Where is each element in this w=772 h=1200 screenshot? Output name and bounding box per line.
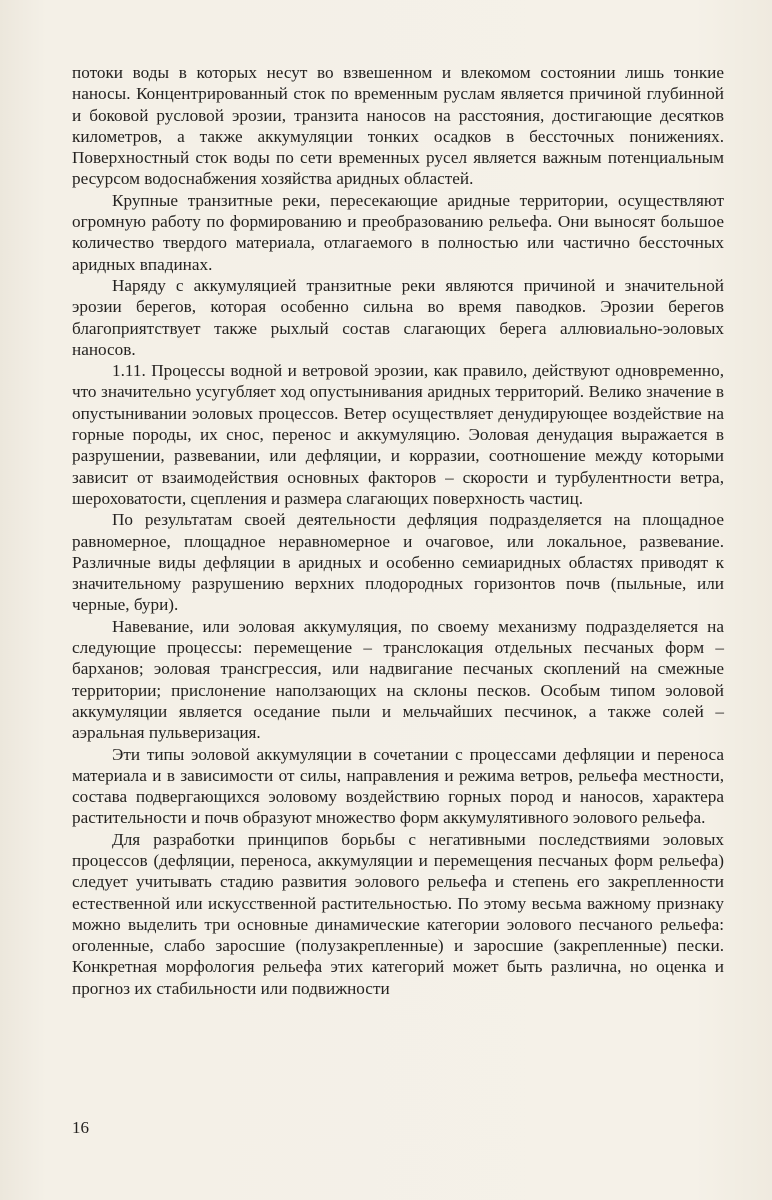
paragraph-6: Навевание, или эоловая аккумуляция, по своему механизму подразделяется на следующие процессы: перемещение – транслокация отдельных песчаных форм – барханов; эоловая трансгрессия, или надвигание песчаных скоплений на смежные территории; прислонение наползающих на склоны песков. Особым типом эоловой аккумуляции является оседание пыли и мельчайших песчинок, а также солей – аэральная пульверизация.: [72, 616, 724, 743]
paragraph-5: По результатам своей деятельности дефляция подразделяется на площадное равномерное, площадное неравномерное и очаговое, или локальное, развевание. Различные виды дефляции в аридных и особенно семиаридных областях приводят к значительному разрушению верхних плодородных горизонтов почв (пыльные, или черные, бури).: [72, 510, 724, 615]
paragraph-2: Крупные транзитные реки, пересекающие аридные территории, осуществляют огромную работу по формированию и преобразованию рельефа. Они выносят большое количество твердого материала, отлагаемого в полностью или частично бессточных аридных впадинах.: [72, 190, 724, 274]
paragraph-8: Для разработки принципов борьбы с негативными последствиями эоловых процессов (дефляции, переноса, аккумуляции и перемещения песчаных форм рельефа) следует учитывать стадию развития эолового рельефа и степень его закрепленности естественной или искусственной растительностью. По этому весьма важному признаку можно выделить три основные динамические категории эолового песчаного рельефа: оголенные, слабо заросшие (полузакрепленные) и заросшие (закрепленные) пески. Конкретная морфология рельефа этих категорий может быть различна, но оценка и прогноз их стабильности или подвижности: [72, 829, 724, 998]
page-number: 16: [72, 1118, 89, 1137]
paragraph-1: потоки воды в которых несут во взвешенном и влекомом состоянии лишь тонкие наносы. Концентрированный сток по временным руслам является причиной глубинной и боковой русловой эрозии, транзита наносов на расстояния, достигающие десятков километров, а также аккумуляции тонких осадков в бессточных понижениях. Поверхностный сток воды по сети временных русел является важным потенциальным ресурсом водоснабжения хозяйства аридных областей.: [72, 63, 724, 189]
body-text: [72, 62, 724, 999]
paragraph-4: 1.11. Процессы водной и ветровой эрозии, как правило, действуют одновременно, что значительно усугубляет ход опустынивания аридных территорий. Велико значение в опустынивании эоловых процессов. Ветер осуществляет денудирующее воздействие на горные породы, их снос, перенос и аккумуляцию. Эоловая денудация выражается в разрушении, развевании, или дефляции, и корразии, соотношение между которыми зависит от взаимодействия основных факторов – скорости и турбулентности ветра, шероховатости, сцепления и размера слагающих поверхность частиц.: [72, 361, 724, 508]
paragraph-7: Эти типы эоловой аккумуляции в сочетании с процессами дефляции и переноса материала и в зависимости от силы, направления и режима ветров, рельефа местности, состава подвергающихся эоловому воздействию горных пород и наносов, характера растительности и почв образуют множество форм аккумулятивного эолового рельефа.: [72, 744, 724, 828]
paragraph-3: Наряду с аккумуляцией транзитные реки являются причиной и значительной эрозии берегов, которая особенно сильна во время паводков. Эрозии берегов благоприятствует также рыхлый состав слагающих берега аллювиально-эоловых наносов.: [72, 275, 724, 359]
